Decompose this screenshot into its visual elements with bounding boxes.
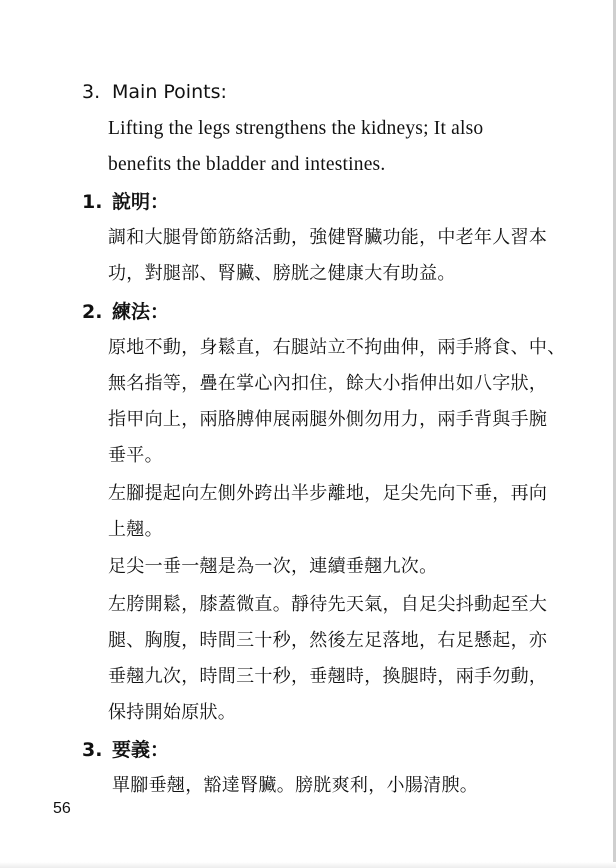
explanation-heading — [82, 190, 169, 214]
practice-line-8: 左胯開鬆，膝蓋微直。靜待先天氣，自足尖抖動起至大 — [108, 594, 548, 615]
main-points-heading — [82, 80, 227, 104]
practice-line-1: 原地不動，身鬆直，右腿站立不拘曲伸，兩手將食、中、 — [108, 337, 566, 358]
main-points-title: Main Points: — [112, 81, 227, 103]
practice-line-6: 上翹。 — [108, 519, 163, 540]
essentials-heading — [82, 738, 169, 762]
practice-line-7: 足尖一垂一翹是為一次，連續垂翹九次。 — [108, 556, 438, 577]
page-bottom-shadow — [0, 862, 616, 868]
explanation-title: 說明： — [112, 191, 170, 213]
practice-line-10: 垂翹九次，時間三十秒，垂翹時，換腿時，兩手勿動， — [108, 666, 548, 687]
essentials-line-1: 單腳垂翹，豁達腎臟。膀胱爽利，小腸清腴。 — [112, 775, 478, 796]
practice-title: 練法： — [112, 301, 170, 323]
explanation-line-2: 功，對腿部、腎臟、膀胱之健康大有助益。 — [108, 263, 456, 284]
main-points-line-2: benefits the bladder and intestines. — [108, 154, 386, 175]
practice-line-2: 無名指等，疊在掌心內扣住，餘大小指伸出如八字狀， — [108, 373, 548, 394]
practice-heading — [82, 300, 169, 324]
practice-line-3: 指甲向上，兩胳膊伸展兩腿外側勿用力，兩手背與手腕 — [108, 409, 548, 430]
practice-line-4: 垂平。 — [108, 445, 163, 466]
explanation-number: 1. — [82, 191, 103, 213]
practice-number: 2. — [82, 301, 103, 323]
essentials-number: 3. — [82, 739, 103, 761]
practice-line-5: 左腳提起向左側外跨出半步離地，足尖先向下垂，再向 — [108, 483, 548, 504]
practice-line-11: 保持開始原狀。 — [108, 702, 237, 723]
main-points-number: 3. — [82, 81, 101, 103]
main-points-line-1: Lifting the legs strengthens the kidneys; It also — [108, 118, 484, 139]
page-number: 56 — [53, 800, 71, 817]
practice-line-9: 腿、胸腹，時間三十秒，然後左足落地，右足懸起，亦 — [108, 630, 548, 651]
explanation-line-1: 調和大腿骨節筋絡活動，強健腎臟功能，中老年人習本 — [108, 227, 548, 248]
essentials-title: 要義： — [112, 739, 170, 761]
